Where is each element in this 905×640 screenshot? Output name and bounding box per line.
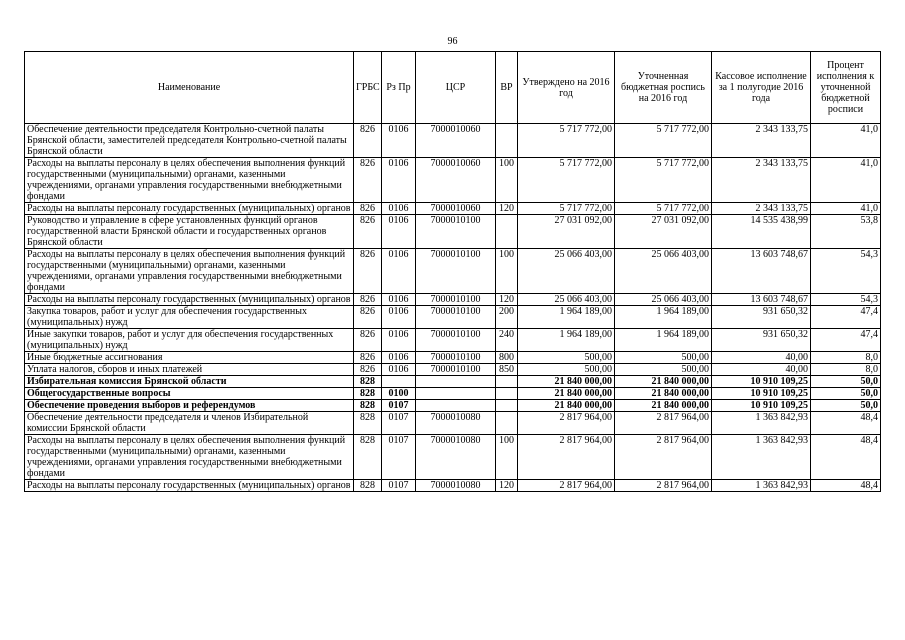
cell-rzpr: 0100	[382, 388, 416, 400]
cell-percent: 8,0	[811, 364, 881, 376]
cell-approved: 2 817 964,00	[518, 480, 615, 492]
table-row	[25, 364, 881, 376]
cell-name: Избирательная комиссия Брянской области	[25, 376, 354, 388]
cell-grbs: 826	[354, 249, 382, 294]
cell-name: Обеспечение деятельности председателя Контрольно-счетной палаты Брянской области, заместителей председателя Контрольно-счетной палаты Брянской области	[25, 124, 354, 158]
cell-percent: 8,0	[811, 352, 881, 364]
cell-grbs: 826	[354, 364, 382, 376]
cell-refined: 25 066 403,00	[615, 294, 712, 306]
cell-rzpr: 0106	[382, 124, 416, 158]
cell-cash: 1 363 842,93	[712, 480, 811, 492]
header-refined: Уточненная бюджетная роспись на 2016 год	[615, 52, 712, 124]
cell-csr	[416, 400, 496, 412]
cell-rzpr: 0106	[382, 294, 416, 306]
cell-rzpr: 0107	[382, 435, 416, 480]
cell-vr: 100	[496, 249, 518, 294]
cell-grbs: 826	[354, 158, 382, 203]
cell-approved: 500,00	[518, 364, 615, 376]
cell-cash: 10 910 109,25	[712, 400, 811, 412]
cell-grbs: 828	[354, 480, 382, 492]
cell-cash: 13 603 748,67	[712, 294, 811, 306]
cell-vr: 120	[496, 294, 518, 306]
cell-approved: 5 717 772,00	[518, 158, 615, 203]
cell-refined: 2 817 964,00	[615, 435, 712, 480]
cell-approved: 21 840 000,00	[518, 376, 615, 388]
cell-cash: 2 343 133,75	[712, 203, 811, 215]
cell-vr: 850	[496, 364, 518, 376]
cell-csr: 7000010100	[416, 249, 496, 294]
cell-csr: 7000010100	[416, 306, 496, 329]
cell-name: Закупка товаров, работ и услуг для обеспечения государственных (муниципальных) нужд	[25, 306, 354, 329]
cell-refined: 21 840 000,00	[615, 400, 712, 412]
cell-grbs: 826	[354, 215, 382, 249]
cell-name: Расходы на выплаты персоналу в целях обеспечения выполнения функций государственными (муниципальными) органами, казенными учреждениями, органами управления государственными внебюджетными фондами	[25, 435, 354, 480]
cell-vr: 120	[496, 480, 518, 492]
cell-cash: 10 910 109,25	[712, 388, 811, 400]
cell-refined: 1 964 189,00	[615, 329, 712, 352]
cell-refined: 1 964 189,00	[615, 306, 712, 329]
cell-rzpr: 0106	[382, 249, 416, 294]
cell-rzpr: 0106	[382, 329, 416, 352]
header-grbs: ГРБС	[354, 52, 382, 124]
cell-percent: 53,8	[811, 215, 881, 249]
cell-percent: 54,3	[811, 294, 881, 306]
cell-percent: 48,4	[811, 480, 881, 492]
cell-csr: 7000010060	[416, 124, 496, 158]
cell-refined: 25 066 403,00	[615, 249, 712, 294]
table-row	[25, 158, 881, 203]
cell-name: Обеспечение проведения выборов и референдумов	[25, 400, 354, 412]
cell-approved: 500,00	[518, 352, 615, 364]
cell-refined: 21 840 000,00	[615, 388, 712, 400]
cell-csr: 7000010060	[416, 203, 496, 215]
cell-approved: 2 817 964,00	[518, 435, 615, 480]
cell-percent: 41,0	[811, 158, 881, 203]
cell-rzpr: 0106	[382, 352, 416, 364]
table-row	[25, 435, 881, 480]
table-row	[25, 294, 881, 306]
cell-cash: 40,00	[712, 364, 811, 376]
cell-cash: 2 343 133,75	[712, 124, 811, 158]
cell-approved: 1 964 189,00	[518, 306, 615, 329]
cell-percent: 41,0	[811, 124, 881, 158]
cell-csr: 7000010060	[416, 158, 496, 203]
cell-vr	[496, 215, 518, 249]
cell-name: Иные закупки товаров, работ и услуг для обеспечения государственных (муниципальных) нужд	[25, 329, 354, 352]
table-row	[25, 329, 881, 352]
cell-name: Расходы на выплаты персоналу государственных (муниципальных) органов	[25, 203, 354, 215]
cell-vr	[496, 412, 518, 435]
cell-name: Обеспечение деятельности председателя и членов Избирательной комиссии Брянской области	[25, 412, 354, 435]
cell-vr: 200	[496, 306, 518, 329]
cell-cash: 14 535 438,99	[712, 215, 811, 249]
cell-refined: 500,00	[615, 352, 712, 364]
cell-name: Руководство и управление в сфере установленных функций органов государственной власти Брянской области и государственных органов Брянской области	[25, 215, 354, 249]
cell-grbs: 826	[354, 352, 382, 364]
cell-grbs: 828	[354, 388, 382, 400]
cell-vr: 800	[496, 352, 518, 364]
cell-name: Общегосударственные вопросы	[25, 388, 354, 400]
cell-rzpr: 0107	[382, 400, 416, 412]
cell-grbs: 826	[354, 306, 382, 329]
cell-percent: 47,4	[811, 329, 881, 352]
cell-percent: 54,3	[811, 249, 881, 294]
cell-refined: 2 817 964,00	[615, 480, 712, 492]
cell-cash: 13 603 748,67	[712, 249, 811, 294]
cell-name: Уплата налогов, сборов и иных платежей	[25, 364, 354, 376]
cell-grbs: 826	[354, 329, 382, 352]
cell-rzpr: 0107	[382, 480, 416, 492]
cell-refined: 21 840 000,00	[615, 376, 712, 388]
cell-grbs: 828	[354, 400, 382, 412]
cell-name: Расходы на выплаты персоналу государственных (муниципальных) органов	[25, 480, 354, 492]
cell-csr: 7000010080	[416, 412, 496, 435]
table-row	[25, 203, 881, 215]
cell-approved: 5 717 772,00	[518, 124, 615, 158]
cell-cash: 2 343 133,75	[712, 158, 811, 203]
header-row	[25, 52, 881, 124]
cell-cash: 10 910 109,25	[712, 376, 811, 388]
header-percent: Процент исполнения к уточненной бюджетной росписи	[811, 52, 881, 124]
cell-approved: 2 817 964,00	[518, 412, 615, 435]
cell-name: Расходы на выплаты персоналу в целях обеспечения выполнения функций государственными (муниципальными) органами, казенными учреждениями, органами управления государственными внебюджетными фондами	[25, 249, 354, 294]
cell-vr	[496, 124, 518, 158]
cell-rzpr: 0106	[382, 158, 416, 203]
cell-refined: 5 717 772,00	[615, 124, 712, 158]
cell-csr: 7000010100	[416, 329, 496, 352]
cell-name: Расходы на выплаты персоналу в целях обеспечения выполнения функций государственными (муниципальными) органами, казенными учреждениями, органами управления государственными внебюджетными фондами	[25, 158, 354, 203]
cell-rzpr: 0106	[382, 364, 416, 376]
cell-cash: 40,00	[712, 352, 811, 364]
cell-approved: 1 964 189,00	[518, 329, 615, 352]
cell-name: Иные бюджетные ассигнования	[25, 352, 354, 364]
cell-approved: 21 840 000,00	[518, 400, 615, 412]
header-cash: Кассовое исполнение за 1 полугодие 2016 года	[712, 52, 811, 124]
cell-rzpr: 0106	[382, 306, 416, 329]
cell-approved: 21 840 000,00	[518, 388, 615, 400]
cell-grbs: 826	[354, 294, 382, 306]
cell-rzpr: 0106	[382, 215, 416, 249]
cell-percent: 50,0	[811, 388, 881, 400]
cell-approved: 25 066 403,00	[518, 249, 615, 294]
table-row	[25, 376, 881, 388]
table-body	[25, 124, 881, 492]
cell-approved: 5 717 772,00	[518, 203, 615, 215]
budget-table	[24, 51, 881, 492]
cell-grbs: 826	[354, 124, 382, 158]
cell-vr: 120	[496, 203, 518, 215]
cell-refined: 500,00	[615, 364, 712, 376]
cell-cash: 931 650,32	[712, 329, 811, 352]
cell-percent: 41,0	[811, 203, 881, 215]
cell-cash: 1 363 842,93	[712, 412, 811, 435]
cell-csr: 7000010100	[416, 294, 496, 306]
cell-percent: 48,4	[811, 412, 881, 435]
cell-percent: 48,4	[811, 435, 881, 480]
header-vr: ВР	[496, 52, 518, 124]
cell-rzpr	[382, 376, 416, 388]
cell-vr	[496, 400, 518, 412]
table-row	[25, 124, 881, 158]
cell-grbs: 828	[354, 435, 382, 480]
table-row	[25, 215, 881, 249]
table-row	[25, 480, 881, 492]
cell-percent: 50,0	[811, 376, 881, 388]
cell-name: Расходы на выплаты персоналу государственных (муниципальных) органов	[25, 294, 354, 306]
cell-vr	[496, 388, 518, 400]
cell-cash: 1 363 842,93	[712, 435, 811, 480]
table-row	[25, 306, 881, 329]
table-row	[25, 412, 881, 435]
page-number: 96	[447, 36, 458, 47]
header-rzpr: Рз Пр	[382, 52, 416, 124]
cell-vr	[496, 376, 518, 388]
cell-approved: 25 066 403,00	[518, 294, 615, 306]
cell-csr	[416, 376, 496, 388]
cell-refined: 5 717 772,00	[615, 203, 712, 215]
cell-csr: 7000010100	[416, 215, 496, 249]
table-row	[25, 388, 881, 400]
cell-refined: 2 817 964,00	[615, 412, 712, 435]
header-csr: ЦСР	[416, 52, 496, 124]
cell-percent: 50,0	[811, 400, 881, 412]
header-name: Наименование	[25, 52, 354, 124]
cell-refined: 5 717 772,00	[615, 158, 712, 203]
cell-csr: 7000010100	[416, 364, 496, 376]
table-row	[25, 400, 881, 412]
table-row	[25, 249, 881, 294]
cell-csr: 7000010080	[416, 435, 496, 480]
cell-approved: 27 031 092,00	[518, 215, 615, 249]
table-row	[25, 352, 881, 364]
cell-percent: 47,4	[811, 306, 881, 329]
cell-grbs: 826	[354, 203, 382, 215]
cell-cash: 931 650,32	[712, 306, 811, 329]
cell-csr	[416, 388, 496, 400]
header-approved: Утверждено на 2016 год	[518, 52, 615, 124]
cell-rzpr: 0106	[382, 203, 416, 215]
cell-grbs: 828	[354, 376, 382, 388]
cell-grbs: 828	[354, 412, 382, 435]
cell-vr: 100	[496, 435, 518, 480]
cell-csr: 7000010100	[416, 352, 496, 364]
cell-refined: 27 031 092,00	[615, 215, 712, 249]
cell-vr: 240	[496, 329, 518, 352]
cell-vr: 100	[496, 158, 518, 203]
cell-csr: 7000010080	[416, 480, 496, 492]
cell-rzpr: 0107	[382, 412, 416, 435]
